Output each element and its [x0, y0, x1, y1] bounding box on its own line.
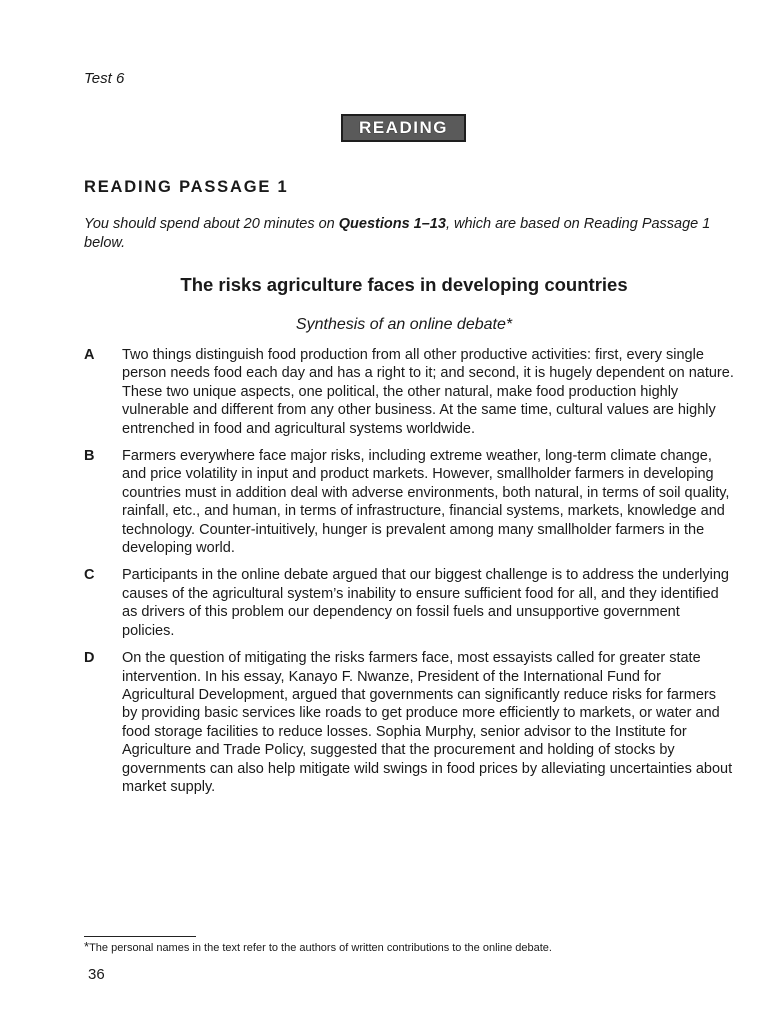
paragraph-d — [84, 649, 734, 796]
footnote-marker: * — [84, 939, 90, 954]
page-number: 36 — [88, 966, 105, 983]
passage-title: The risks agriculture faces in developing countries — [180, 274, 628, 295]
section-banner — [341, 114, 466, 142]
paragraph-text: Two things distinguish food production from all other productive activities: first, every single person needs food each day and has a right to it; and second, it is hugely dependent on nature. These two unique aspects, one political, the other natural, make food production highly vulnerable and different from any other business. At the same time, cultural values are highly entrenched in food and agricultural systems worldwide. — [122, 347, 734, 437]
paragraph-letter: C — [84, 567, 95, 584]
footnote-text: The personal names in the text refer to the authors of written contributions to the online debate. — [89, 942, 552, 954]
paragraph-text: Participants in the online debate argued that our biggest challenge is to address the underlying causes of the agricultural system’s inability to ensure sufficient food for all, and they identified as drivers of this problem our dependency on fossil fuels and unsupportive government policies. — [122, 567, 729, 639]
instructions-questions-range: Questions 1–13 — [338, 216, 446, 232]
paragraph-letter: A — [84, 347, 95, 363]
passage-subtitle: Synthesis of an online debate* — [295, 316, 513, 333]
instructions-text-end: , which are based on Reading Passage 1 below. — [84, 216, 711, 251]
paragraph-text: On the question of mitigating the risks farmers face, most essayists called for greater state intervention. In his essay, Kanayo F. Nwanze, President of the International Fund for Agricultural Development, argued that governments can significantly reduce risks for farmers by providing basic services like roads to get produce more efficiently to markets, or water and food storage facilities to reduce losses. Sophia Murphy, senior advisor to the Institute for Agriculture and Trade Policy, suggested that the procurement and holding of stocks by governments can also help mitigate wild swings in food prices by alleviating uncertainties about market supply. — [122, 650, 733, 795]
paragraph-b — [84, 447, 734, 557]
footnote-divider — [84, 936, 196, 937]
paragraph-letter: B — [84, 448, 95, 465]
paragraph-a — [84, 346, 734, 438]
footnote — [84, 939, 552, 954]
paragraph-c — [84, 566, 734, 640]
instructions-text-start: You should spend about 20 minutes on — [84, 216, 339, 232]
passage-heading: READING PASSAGE 1 — [84, 178, 289, 196]
passage-instructions — [84, 215, 724, 253]
section-banner-label: READING — [359, 118, 448, 137]
passage-body — [84, 346, 734, 805]
test-label: Test 6 — [84, 70, 125, 87]
paragraph-text: Farmers everywhere face major risks, including extreme weather, long-term climate change, and price volatility in input and product markets. However, smallholder farmers in developing countries must in addition deal with adverse environments, both natural, in terms of soil quality, rainfall, etc., and human, in terms of infrastructure, financial systems, markets, knowledge and technology. Counter-intuitively, hunger is prevalent among many smallholder farmers in the developing world. — [122, 448, 730, 557]
paragraph-letter: D — [84, 650, 95, 667]
